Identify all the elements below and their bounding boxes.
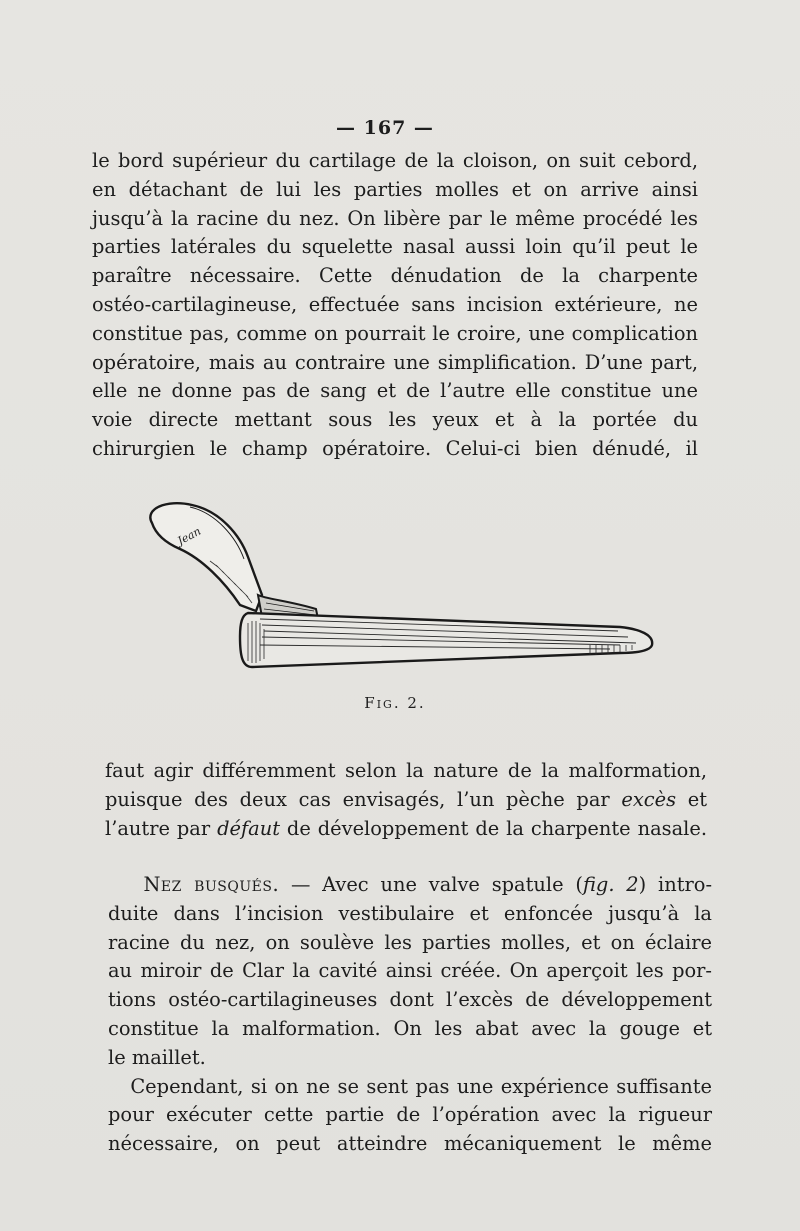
paragraph-3: [108, 871, 712, 1159]
text-fragment: de développement de la charpente nasale.: [279, 816, 707, 840]
text-line: au miroir de Clar la cavité ainsi créée. On aperçoit les por-: [108, 959, 712, 983]
text-line: pour exécuter cette partie de l’opération avec la rigueur: [108, 1103, 712, 1127]
engraved-signature: Jean: [175, 524, 204, 548]
text-fragment: ) intro-: [638, 873, 712, 896]
text-line: duite dans l’incision vestibulaire et enfoncée jusqu’à la: [108, 901, 712, 925]
text-fragment: puisque des deux cas envisagés, l’un pèche par: [105, 787, 622, 811]
text-fragment: — Avec une valve spatule (: [279, 873, 583, 896]
text-line: elle ne donne pas de sang et de l’autre elle constitue une: [92, 379, 698, 403]
text-line: [105, 786, 707, 815]
text-line: tions ostéo-cartilagineuses dont l’excès de développement: [108, 988, 712, 1012]
text-line: [105, 815, 707, 844]
text-fragment: Cependant, si on ne se sent pas une expérience suffisante: [130, 1074, 712, 1098]
figure-reference: fig. 2: [582, 873, 639, 896]
paragraph-1: [92, 147, 698, 464]
text-line: voie directe mettant sous les yeux et à la portée du: [92, 408, 698, 432]
text-line: constitue la malformation. On les abat avec la gouge et: [108, 1016, 712, 1040]
section-heading: Nez busqués.: [143, 873, 280, 896]
text-line: parties latérales du squelette nasal aussi loin qu’il peut le: [92, 235, 698, 259]
text-line: en détachant de lui les parties molles et on arrive ainsi: [92, 177, 698, 201]
text-line: racine du nez, on soulève les parties molles, et on éclaire: [108, 930, 712, 954]
emphasis-text: défaut: [217, 816, 280, 840]
text-line: chirurgien le champ opératoire. Celui-ci bien dénudé, il: [92, 436, 698, 460]
text-line: faut agir différemment selon la nature de la malformation,: [105, 759, 707, 782]
spatula-valve-illustration: [140, 495, 660, 675]
text-line: [108, 871, 712, 900]
paragraph-2: [105, 757, 707, 843]
text-line: nécessaire, on peut atteindre mécaniquement le même: [108, 1132, 712, 1156]
text-line: le maillet.: [108, 1045, 206, 1069]
text-line: constitue pas, comme on pourrait le croire, une complication: [92, 321, 698, 345]
text-line: paraître nécessaire. Cette dénudation de la charpente: [92, 264, 698, 288]
text-fragment: et: [676, 787, 707, 811]
text-line: ostéo-cartilagineuse, effectuée sans incision extérieure, ne: [92, 292, 698, 316]
figure-caption: Fig. 2.: [364, 694, 426, 712]
text-fragment: l’autre par: [105, 816, 218, 840]
text-line: le bord supérieur du cartilage de la cloison, on suit cebord,: [92, 149, 698, 172]
page-number: — 167 —: [336, 117, 434, 139]
text-line: opératoire, mais au contraire une simplification. D’une part,: [92, 350, 698, 374]
text-line: [108, 1073, 712, 1102]
emphasis-text: excès: [621, 787, 677, 811]
text-line: jusqu’à la racine du nez. On libère par le même procédé les: [92, 206, 698, 230]
